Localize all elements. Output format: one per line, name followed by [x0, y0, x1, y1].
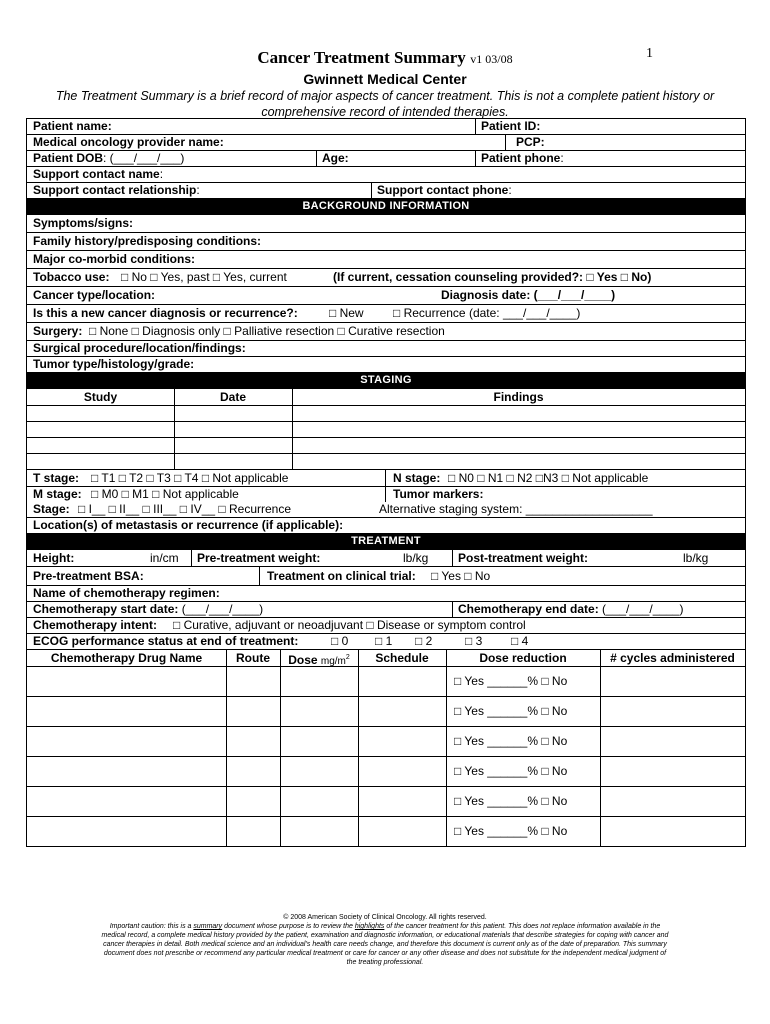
- chemo-dates-row: [27, 602, 745, 618]
- staging-row[interactable]: [27, 454, 745, 470]
- caution-part-1: Important caution: this is a: [109, 923, 194, 930]
- height-weight-row: [27, 550, 745, 567]
- comorbid-field[interactable]: Major co-morbid conditions:: [33, 252, 195, 266]
- new-option[interactable]: □ New: [329, 306, 364, 320]
- surgery-label: Surgery:: [33, 324, 83, 338]
- caution-part-2: document whose purpose is to review the: [222, 923, 355, 930]
- dob-value: : (___/___/___): [103, 151, 185, 165]
- findings-column-header: Findings: [493, 390, 544, 404]
- support-name-field[interactable]: [27, 167, 163, 182]
- surgery-row: [27, 323, 745, 341]
- chemo-intent-label: Chemotherapy intent:: [33, 618, 158, 632]
- provider-name-field[interactable]: Medical oncology provider name:: [33, 135, 224, 149]
- tumor-type-row: [27, 357, 745, 373]
- dose-unit: mg/m: [320, 656, 346, 667]
- support-phone-label: Support contact phone: [377, 183, 509, 197]
- staging-table-header: [27, 389, 745, 406]
- ecog-option-1[interactable]: □ 1: [375, 634, 393, 648]
- chemo-end-value: (___/___/____): [598, 602, 684, 616]
- m-stage-label: M stage:: [33, 487, 82, 501]
- t-stage-options[interactable]: □ T1 □ T2 □ T3 □ T4 □ Not applicable: [91, 471, 289, 485]
- m-stage-options[interactable]: □ M0 □ M1 □ Not applicable: [91, 487, 239, 501]
- bsa-field[interactable]: Pre-treatment BSA:: [33, 569, 144, 583]
- title-text: Cancer Treatment Summary: [257, 48, 466, 67]
- ecog-option-2[interactable]: □ 2: [415, 634, 433, 648]
- tumor-markers-field[interactable]: Tumor markers:: [393, 487, 484, 501]
- t-n-stage-row: [27, 470, 745, 487]
- tobacco-label: Tobacco use:: [33, 270, 110, 284]
- metastasis-row: [27, 518, 745, 534]
- drug-row[interactable]: [27, 697, 745, 727]
- staging-row[interactable]: [27, 438, 745, 454]
- version-text: v1 03/08: [470, 52, 513, 66]
- support-name-label: Support contact name: [33, 167, 160, 181]
- ecog-option-0[interactable]: □ 0: [331, 634, 349, 648]
- drug-row[interactable]: [27, 757, 745, 787]
- support-name-row: [27, 167, 745, 183]
- staging-row[interactable]: [27, 406, 745, 422]
- new-or-recurrence-label: Is this a new cancer diagnosis or recurrence?:: [33, 306, 298, 320]
- tobacco-row: [27, 269, 745, 287]
- n-stage-options[interactable]: □ N0 □ N1 □ N2 □N3 □ Not applicable: [448, 471, 649, 485]
- dose-reduction-options[interactable]: □ Yes ______% □ No: [454, 674, 568, 688]
- clinical-trial-label: Treatment on clinical trial:: [267, 569, 416, 583]
- cycles-header: # cycles administered: [610, 651, 735, 665]
- dose-reduction-options[interactable]: □ Yes ______% □ No: [454, 824, 568, 838]
- drug-row[interactable]: [27, 787, 745, 817]
- chemo-intent-options[interactable]: □ Curative, adjuvant or neoadjuvant □ Disease or symptom control: [173, 618, 526, 632]
- patient-id-field[interactable]: Patient ID:: [481, 119, 541, 133]
- support-rel-label: Support contact relationship: [33, 183, 197, 197]
- dose-header-label: Dose: [288, 653, 318, 667]
- dose-unit-sup: 2: [345, 654, 350, 661]
- surgical-procedure-row: [27, 341, 745, 357]
- caution-text: [100, 922, 670, 967]
- caution-part-3: of the cancer treatment for this patient. This does not replace information available in the medical record, a complete medical history provided by the patient, examination and diagnostic information, or educational materials that describe strategies for coping with cancer and cancer therapies in detail. Both medical science and an individual’s health care needs change, and therefore this document is current only as of the date of preparation. This summary document does not prescribe or recommend any particular medical treatment or care for cancer or any other disease and does not substitute for the independent medical judgment of the treating professional.: [101, 923, 669, 966]
- organization-name: Gwinnett Medical Center: [303, 71, 467, 87]
- phone-colon: :: [560, 151, 564, 165]
- phone-label: Patient phone: [481, 151, 561, 165]
- metastasis-field[interactable]: Location(s) of metastasis or recurrence (if applicable):: [33, 518, 344, 532]
- post-weight-unit: lb/kg: [683, 551, 709, 565]
- ecog-row: [27, 634, 745, 650]
- date-column-header: Date: [219, 390, 246, 404]
- pcp-field[interactable]: PCP:: [516, 135, 545, 149]
- regimen-field[interactable]: Name of chemotherapy regimen:: [33, 586, 220, 600]
- staging-section-header: STAGING: [27, 373, 745, 389]
- t-stage-label: T stage:: [33, 471, 80, 485]
- chemo-start-label: Chemotherapy start date:: [33, 602, 179, 616]
- pre-weight-unit: lb/kg: [403, 551, 429, 565]
- chemo-end-date-field[interactable]: [452, 602, 683, 617]
- stage-label: Stage:: [33, 502, 70, 516]
- family-history-field[interactable]: Family history/predisposing conditions:: [33, 234, 262, 248]
- chemo-end-label: Chemotherapy end date:: [458, 602, 599, 616]
- stage-options[interactable]: □ I__ □ II__ □ III__ □ IV__ □ Recurrence: [78, 502, 292, 516]
- support-name-colon: :: [159, 167, 164, 181]
- ecog-label: ECOG performance status at end of treatment:: [33, 634, 299, 648]
- caution-summary-word: summary: [193, 923, 223, 930]
- diagnosis-date-field[interactable]: Diagnosis date: (___/___/____): [441, 288, 616, 302]
- treatment-section-header: TREATMENT: [27, 534, 745, 550]
- drug-row[interactable]: [27, 667, 745, 697]
- drug-table-header: [27, 650, 745, 667]
- footer: [100, 913, 670, 967]
- height-field[interactable]: Height:: [33, 551, 75, 565]
- patient-name-field[interactable]: Patient name:: [33, 119, 112, 133]
- treatment-summary-form: [26, 118, 746, 847]
- dob-label: Patient DOB: [33, 151, 104, 165]
- tobacco-options[interactable]: □ No □ Yes, past □ Yes, current: [121, 270, 287, 284]
- support-relationship-field[interactable]: [27, 183, 200, 198]
- document-title: [0, 48, 770, 68]
- height-unit: in/cm: [150, 551, 179, 565]
- comorbid-row: [27, 251, 745, 269]
- ecog-option-3[interactable]: □ 3: [465, 634, 483, 648]
- study-column-header: Study: [83, 390, 118, 404]
- stage-row: [27, 502, 745, 518]
- support-phone-colon: :: [508, 183, 512, 197]
- support-phone-field[interactable]: [371, 183, 512, 198]
- patient-name-row: [27, 118, 745, 135]
- caution-highlights-word: highlights: [354, 923, 385, 930]
- surgery-options[interactable]: □ None □ Diagnosis only □ Palliative resection □ Curative resection: [89, 324, 445, 338]
- age-field[interactable]: Age:: [322, 151, 349, 165]
- cessation-question[interactable]: (If current, cessation counseling provided?: □ Yes □ No): [333, 270, 652, 284]
- pre-weight-field[interactable]: Pre-treatment weight:: [197, 551, 321, 565]
- dose-reduction-options[interactable]: □ Yes ______% □ No: [454, 764, 568, 778]
- dose-reduction-header: Dose reduction: [479, 651, 567, 665]
- n-stage-label: N stage:: [393, 471, 441, 485]
- regimen-row: [27, 586, 745, 602]
- drug-name-header: Chemotherapy Drug Name: [50, 651, 203, 665]
- copyright-text: © 2008 American Society of Clinical Oncology. All rights reserved.: [283, 914, 487, 921]
- route-header: Route: [236, 651, 270, 665]
- cancer-type-field[interactable]: Cancer type/location:: [33, 288, 156, 302]
- drug-row[interactable]: [27, 727, 745, 757]
- new-or-recurrence-row: [27, 305, 745, 323]
- patient-phone-field[interactable]: [475, 151, 564, 166]
- post-weight-field[interactable]: Post-treatment weight:: [458, 551, 589, 565]
- dob-row: [27, 151, 745, 167]
- page-number: 1: [646, 46, 653, 61]
- bsa-trial-row: [27, 567, 745, 586]
- chemo-start-value: (___/___/____): [178, 602, 264, 616]
- family-history-row: [27, 233, 745, 251]
- dose-reduction-options[interactable]: □ Yes ______% □ No: [454, 704, 568, 718]
- symptoms-row: [27, 215, 745, 233]
- surgical-procedure-field[interactable]: Surgical procedure/location/findings:: [33, 341, 246, 355]
- alternative-staging-field[interactable]: Alternative staging system: ___________________: [379, 502, 653, 516]
- clinical-trial-options[interactable]: □ Yes □ No: [431, 569, 491, 583]
- symptoms-field[interactable]: Symptoms/signs:: [33, 216, 134, 230]
- provider-row: [27, 135, 745, 151]
- chemo-start-date-field[interactable]: [27, 602, 263, 617]
- dose-reduction-options[interactable]: □ Yes ______% □ No: [454, 794, 568, 808]
- background-section-header: BACKGROUND INFORMATION: [27, 199, 745, 215]
- schedule-header: Schedule: [375, 651, 429, 665]
- tumor-type-field[interactable]: Tumor type/histology/grade:: [33, 357, 195, 371]
- support-relationship-row: [27, 183, 745, 199]
- recurrence-option[interactable]: □ Recurrence (date: ___/___/____): [393, 306, 581, 320]
- staging-row[interactable]: [27, 422, 745, 438]
- intro-text: The Treatment Summary is a brief record of major aspects of cancer treatment. This is not a complete patient history or comprehensive record of intended therapies.: [55, 89, 715, 119]
- support-rel-colon: :: [196, 183, 200, 197]
- m-stage-row: [27, 487, 745, 502]
- ecog-option-4[interactable]: □ 4: [511, 634, 529, 648]
- dob-field[interactable]: [27, 151, 184, 166]
- chemo-intent-row: [27, 618, 745, 634]
- cancer-type-row: [27, 287, 745, 305]
- drug-row[interactable]: [27, 817, 745, 847]
- dose-reduction-options[interactable]: □ Yes ______% □ No: [454, 734, 568, 748]
